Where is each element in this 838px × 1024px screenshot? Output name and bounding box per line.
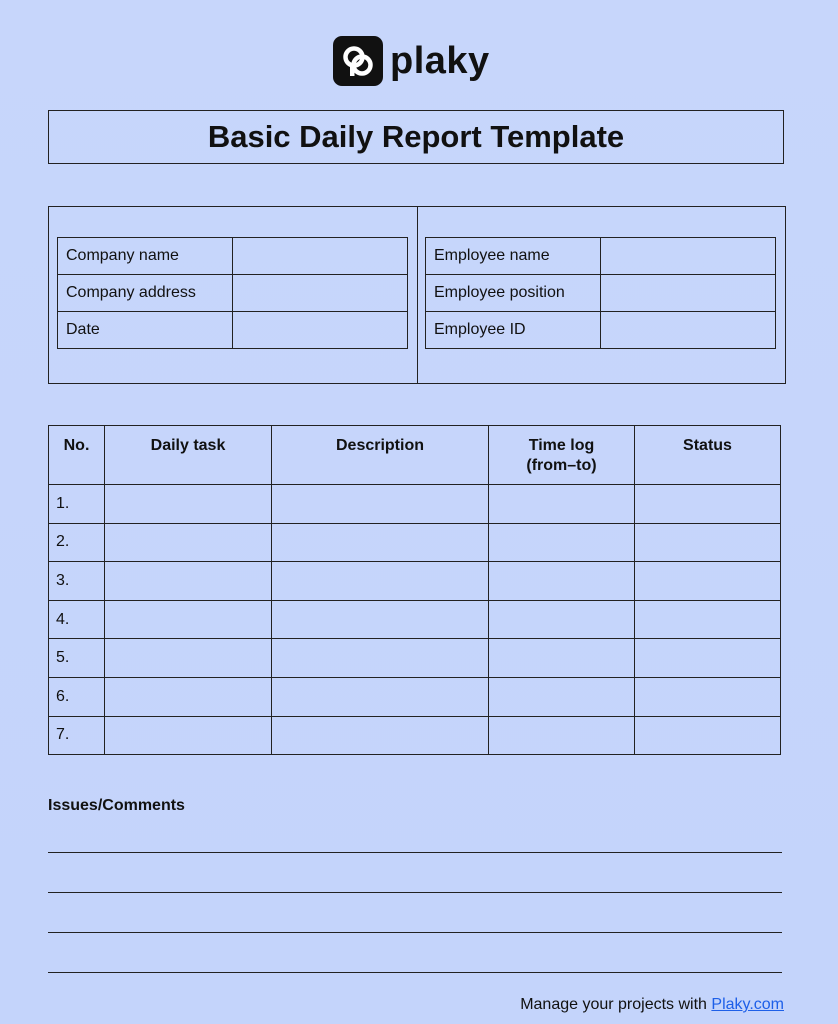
description-cell[interactable] (272, 716, 489, 755)
comment-line[interactable] (48, 932, 782, 933)
description-cell[interactable] (272, 677, 489, 716)
time-log-cell[interactable] (489, 523, 635, 562)
daily-task-cell[interactable] (105, 716, 272, 755)
row-number: 5. (49, 639, 105, 678)
footer-text: Manage your projects with (520, 996, 712, 1013)
row-number: 7. (49, 716, 105, 755)
row-number: 1. (49, 485, 105, 524)
company-label: Company name (58, 238, 233, 275)
description-cell[interactable] (272, 600, 489, 639)
description-cell[interactable] (272, 523, 489, 562)
status-cell[interactable] (635, 562, 781, 601)
daily-task-cell[interactable] (105, 600, 272, 639)
status-cell[interactable] (635, 523, 781, 562)
company-info-table (57, 237, 408, 349)
employee-label: Employee ID (426, 312, 601, 349)
daily-task-cell[interactable] (105, 562, 272, 601)
brand-name: plaky (390, 40, 490, 82)
daily-task-cell[interactable] (105, 485, 272, 524)
time-log-cell[interactable] (489, 600, 635, 639)
table-row (49, 639, 781, 678)
company-row (58, 275, 408, 312)
company-value-field[interactable] (233, 312, 408, 349)
info-section (48, 206, 786, 384)
employee-row (426, 312, 776, 349)
plaky-logo-icon (333, 36, 383, 86)
employee-value-field[interactable] (601, 238, 776, 275)
employee-info-table (425, 237, 776, 349)
employee-label: Employee name (426, 238, 601, 275)
employee-label: Employee position (426, 275, 601, 312)
title-box (48, 110, 784, 164)
description-cell[interactable] (272, 562, 489, 601)
table-row (49, 600, 781, 639)
table-row (49, 485, 781, 524)
daily-task-cell[interactable] (105, 677, 272, 716)
employee-value-field[interactable] (601, 275, 776, 312)
status-cell[interactable] (635, 485, 781, 524)
description-cell[interactable] (272, 485, 489, 524)
employee-value-field[interactable] (601, 312, 776, 349)
comment-line[interactable] (48, 972, 782, 973)
employee-row (426, 238, 776, 275)
daily-task-cell[interactable] (105, 523, 272, 562)
status-cell[interactable] (635, 639, 781, 678)
daily-task-cell[interactable] (105, 639, 272, 678)
issues-label: Issues/Comments (48, 797, 185, 814)
table-row (49, 523, 781, 562)
status-cell[interactable] (635, 716, 781, 755)
company-label: Company address (58, 275, 233, 312)
company-row (58, 312, 408, 349)
daily-task-header: Daily task (105, 426, 272, 485)
time-log-cell[interactable] (489, 677, 635, 716)
table-row (49, 677, 781, 716)
time-log-cell[interactable] (489, 716, 635, 755)
table-row (49, 716, 781, 755)
row-number: 3. (49, 562, 105, 601)
plaky-link[interactable]: Plaky.com (711, 996, 784, 1013)
no-header: No. (49, 426, 105, 485)
status-cell[interactable] (635, 600, 781, 639)
time-log-header: Time log (from–to) (489, 426, 635, 485)
company-label: Date (58, 312, 233, 349)
brand-logo (333, 36, 490, 86)
company-value-field[interactable] (233, 275, 408, 312)
tasks-table (48, 425, 781, 755)
page-title: Basic Daily Report Template (207, 119, 625, 154)
description-header: Description (272, 426, 489, 485)
company-value-field[interactable] (233, 238, 408, 275)
row-number: 6. (49, 677, 105, 716)
status-cell[interactable] (635, 677, 781, 716)
company-row (58, 238, 408, 275)
time-log-cell[interactable] (489, 562, 635, 601)
table-row (49, 562, 781, 601)
description-cell[interactable] (272, 639, 489, 678)
row-number: 4. (49, 600, 105, 639)
comment-line[interactable] (48, 852, 782, 853)
info-divider (417, 207, 418, 383)
time-log-cell[interactable] (489, 485, 635, 524)
footer (520, 996, 784, 1014)
time-log-cell[interactable] (489, 639, 635, 678)
employee-row (426, 275, 776, 312)
status-header: Status (635, 426, 781, 485)
row-number: 2. (49, 523, 105, 562)
comment-line[interactable] (48, 892, 782, 893)
